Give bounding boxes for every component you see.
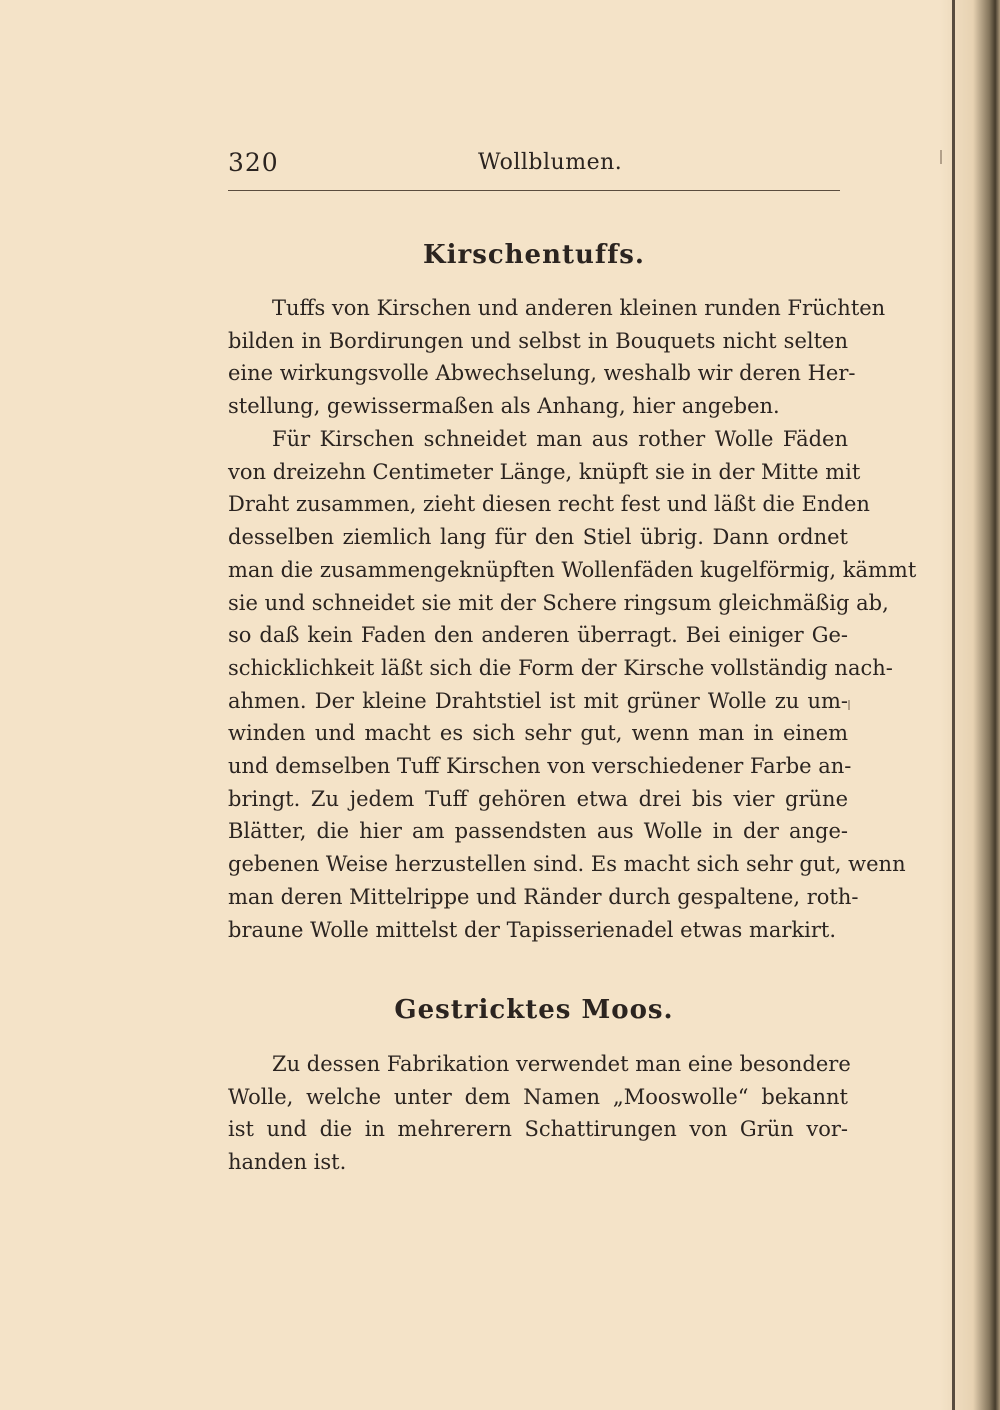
paragraph	[228, 292, 886, 423]
text-line: Wolle, welche unter dem Namen „Mooswolle“ bekannt	[228, 1084, 848, 1109]
text-line: bringt. Zu jedem Tuff gehören etwa drei bis vier grüne	[228, 786, 848, 811]
text-line: handen ist.	[228, 1150, 347, 1175]
text-line: gebenen Weise herzustellen sind. Es macht sich sehr gut, wenn	[228, 852, 906, 877]
paragraph	[228, 423, 917, 946]
section-heading-gestricktes-moos: Gestricktes Moos.	[394, 995, 674, 1025]
running-title: Wollblumen.	[478, 150, 623, 175]
text-line: ahmen. Der kleine Drahtstiel ist mit grüner Wolle zu um-	[228, 688, 848, 713]
text-line: so daß kein Faden den anderen überragt. Bei einiger Ge-	[228, 623, 848, 648]
page-number: 320	[228, 148, 279, 177]
text-line: Für Kirschen schneidet man aus rother Wolle Fäden	[272, 427, 848, 451]
text-line: winden und macht es sich sehr gut, wenn man in einem	[228, 721, 848, 746]
text-line: eine wirkungsvolle Abwechselung, weshalb wir deren Her-	[228, 361, 856, 386]
text-line: braune Wolle mittelst der Tapisserienadel etwas markirt.	[228, 917, 837, 942]
text-line: und demselben Tuff Kirschen von verschiedener Farbe an-	[228, 754, 852, 779]
text-line: Draht zusammen, zieht diesen recht fest und läßt die Enden	[228, 492, 870, 517]
text-line: sie und schneidet sie mit der Schere ringsum gleichmäßig ab,	[228, 590, 889, 615]
section-heading-kirschentuffs: Kirschentuffs.	[423, 240, 645, 270]
text-line: man deren Mittelrippe und Ränder durch gespaltene, roth-	[228, 884, 859, 909]
text-line: ist und die in mehrerern Schattirungen von Grün vor-	[228, 1117, 848, 1142]
paper-speck	[940, 150, 942, 164]
text-line: Zu dessen Fabrikation verwendet man eine besondere	[272, 1052, 851, 1076]
text-line: bilden in Bordirungen und selbst in Bouquets nicht selten	[228, 328, 848, 353]
running-head	[228, 148, 838, 188]
text-line: stellung, gewissermaßen als Anhang, hier angeben.	[228, 394, 780, 419]
text-line: von dreizehn Centimeter Länge, knüpft sie in der Mitte mit	[228, 459, 861, 484]
paper-speck	[848, 700, 850, 710]
text-line: schicklichkeit läßt sich die Form der Kirsche vollständig nach-	[228, 655, 893, 680]
paragraph	[228, 1048, 851, 1179]
text-line: man die zusammengeknüpften Wollenfäden kugelförmig, kämmt	[228, 557, 917, 582]
header-rule	[228, 190, 840, 191]
page-edge	[952, 0, 955, 1410]
text-line: desselben ziemlich lang für den Stiel übrig. Dann ordnet	[228, 525, 848, 550]
text-line: Blätter, die hier am passendsten aus Wolle in der ange-	[228, 819, 848, 844]
page-binding-shadow	[940, 0, 1000, 1410]
text-line: Tuffs von Kirschen und anderen kleinen runden Früchten	[272, 296, 886, 320]
